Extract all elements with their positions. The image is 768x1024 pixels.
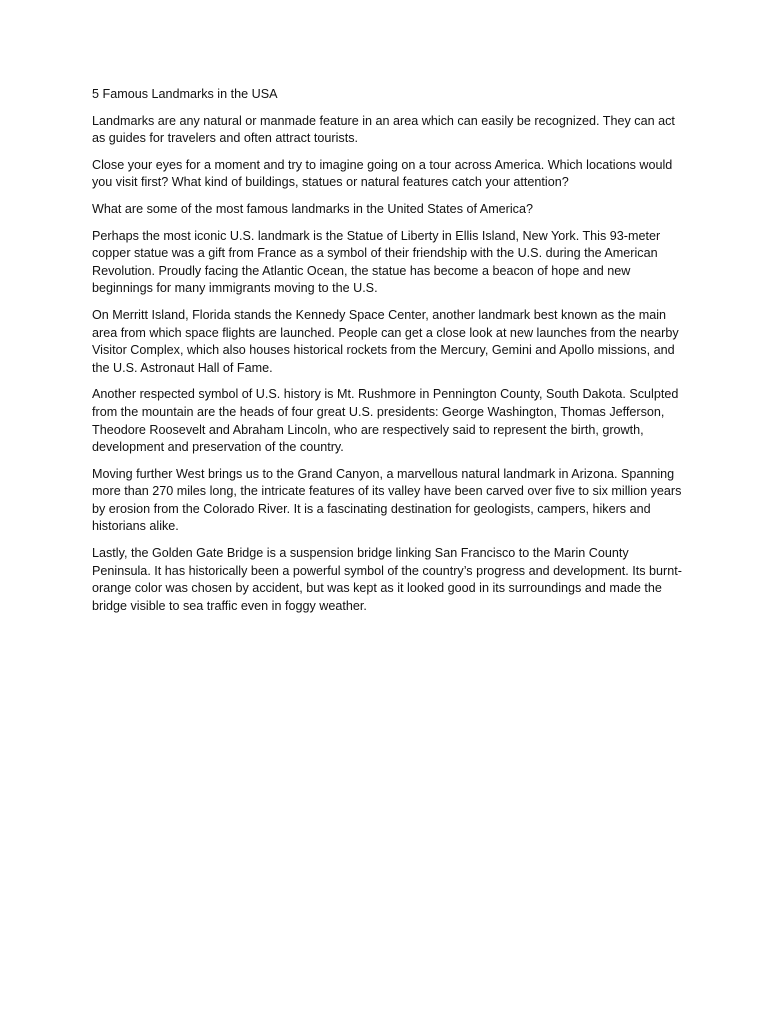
paragraph-grand-canyon: Moving further West brings us to the Grand Canyon, a marvellous natural landmark in Arizona. Spanning more than 270 miles long, the intricate features of its valley have been carved over five to six million years by erosion from the Colorado River. It is a fascinating destination for geologists, campers, hikers and historians alike. [92,466,682,534]
paragraph-mt-rushmore: Another respected symbol of U.S. history is Mt. Rushmore in Pennington County, South Dakota. Sculpted from the mountain are the heads of four great U.S. presidents: George Washington, Thomas Jefferson, Theodore Roosevelt and Abraham Lincoln, who are respectively said to represent the birth, growth, development and preservation of the country. [92,387,679,455]
document-body [92,86,684,624]
document-title: 5 Famous Landmarks in the USA [92,87,278,101]
paragraph-imagine-tour: Close your eyes for a moment and try to imagine going on a tour across America. Which locations would you visit first? What kind of buildings, statues or natural features catch your attention? [92,157,673,190]
paragraph-kennedy-space-center: On Merritt Island, Florida stands the Kennedy Space Center, another landmark best known as the main area from which space flights are launched. People can get a close look at new launches from the nearby Visitor Complex, which also houses historical rockets from the Mercury, Gemini and Apollo missions, and the U.S. Astronaut Hall of Fame. [92,307,679,375]
paragraph-question: What are some of the most famous landmarks in the United States of America? [92,201,533,216]
paragraph-statue-of-liberty: Perhaps the most iconic U.S. landmark is the Statue of Liberty in Ellis Island, New York. This 93-meter copper statue was a gift from France as a symbol of their friendship with the U.S. during the American Revolution. Proudly facing the Atlantic Ocean, the statue has become a beacon of hope and new beginnings for many immigrants moving to the U.S. [92,228,661,296]
paragraph-golden-gate-bridge: Lastly, the Golden Gate Bridge is a suspension bridge linking San Francisco to the Marin County Peninsula. It has historically been a powerful symbol of the country’s progress and development. Its burnt-orange color was chosen by accident, but was kept as it looked good in its surroundings and made the bridge visible to sea traffic even in foggy weather. [92,546,682,613]
paragraph-intro: Landmarks are any natural or manmade feature in an area which can easily be recognized. They can act as guides for travelers and often attract tourists. [92,113,675,146]
